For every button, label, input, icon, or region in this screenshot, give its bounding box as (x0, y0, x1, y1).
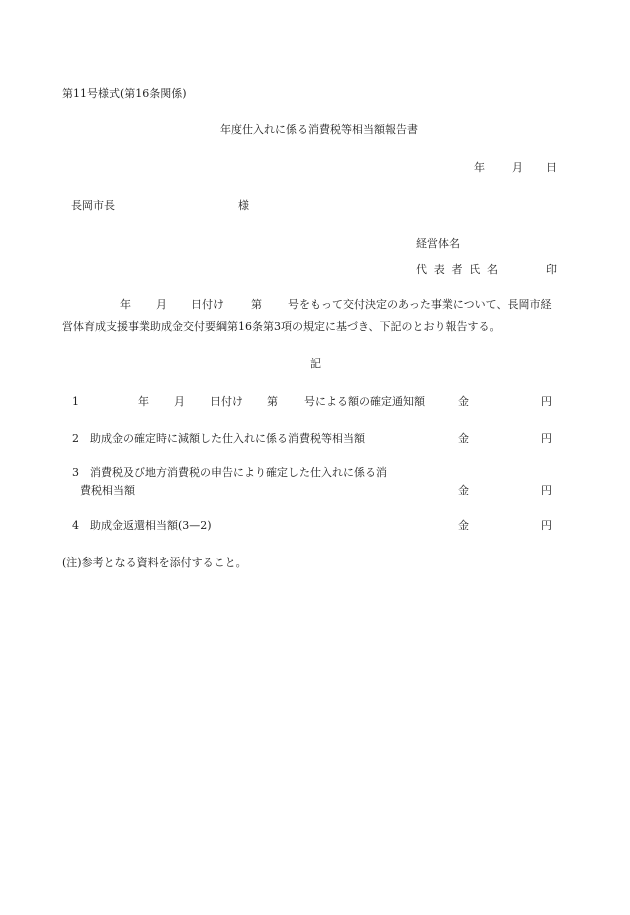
item-3-text-line2: 費税相当額 (80, 484, 135, 497)
item-1-kin: 金 (458, 395, 469, 408)
item-3-yen: 円 (541, 484, 552, 497)
date-month-label: 月 (512, 161, 523, 174)
item-1-number: 1 (72, 395, 79, 408)
addressee-name: 長岡市長 (71, 199, 115, 212)
item-2-kin: 金 (458, 432, 469, 445)
item-4-kin: 金 (458, 519, 469, 532)
item-2-yen: 円 (541, 432, 552, 445)
item-1-no: 第 (267, 395, 278, 408)
item-4-number: 4 (72, 519, 79, 532)
item-3-kin: 金 (458, 484, 469, 497)
item-1-dated: 日付け (210, 395, 243, 408)
intro-dated: 日付け (191, 298, 224, 311)
item-1-month: 月 (174, 395, 185, 408)
item-4-yen: 円 (541, 519, 552, 532)
attachment-note: (注)参考となる資料を添付すること。 (62, 556, 247, 569)
intro-month: 月 (156, 298, 167, 311)
date-year-label: 年 (474, 161, 485, 174)
intro-year: 年 (120, 298, 131, 311)
ki-heading: 記 (310, 357, 321, 370)
addressee-honorific: 様 (238, 199, 249, 212)
seal-mark: 印 (546, 263, 557, 276)
intro-text-line1: 号をもって交付決定のあった事業について、長岡市経 (288, 298, 552, 311)
intro-no: 第 (251, 298, 262, 311)
item-1-yen: 円 (541, 395, 552, 408)
item-2-text: 助成金の確定時に減額した仕入れに係る消費税等相当額 (90, 432, 365, 445)
representative-name-label: 代 表 者 氏 名 (416, 263, 498, 276)
item-1-year: 年 (138, 395, 149, 408)
item-1-text: 号による額の確定通知額 (304, 395, 425, 408)
date-day-label: 日 (546, 161, 557, 174)
item-4-text: 助成金返還相当額(3—2) (90, 519, 212, 532)
item-3-number: 3 (72, 466, 79, 479)
intro-text-line2: 営体育成支援事業助成金交付要綱第16条第3項の規定に基づき、下記のとおり報告する。 (62, 320, 501, 333)
organization-name-label: 経営体名 (416, 237, 460, 250)
item-2-number: 2 (72, 432, 79, 445)
form-number-label: 第11号様式(第16条関係) (62, 87, 187, 100)
item-3-text: 消費税及び地方消費税の申告により確定した仕入れに係る消 (90, 466, 387, 479)
document-title: 年度仕入れに係る消費税等相当額報告書 (220, 123, 418, 136)
